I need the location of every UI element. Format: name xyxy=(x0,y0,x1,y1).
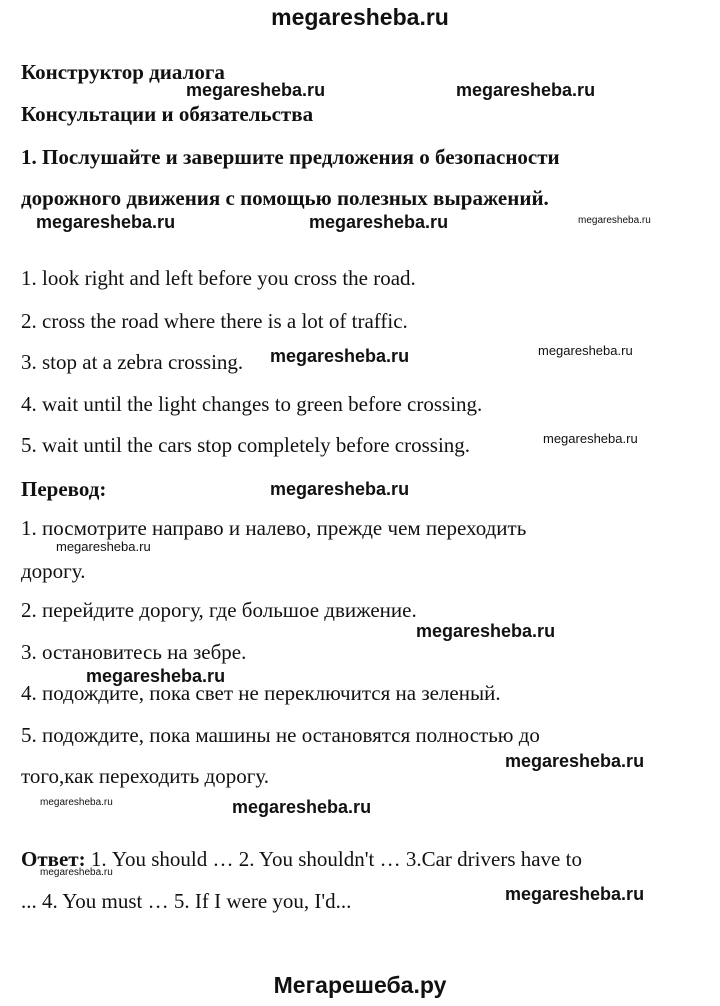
watermark: megaresheba.ru xyxy=(186,80,326,100)
watermark: megaresheba.ru xyxy=(456,80,596,100)
task-line-1: 1. Послушайте и завершите предложения о безопасности xyxy=(21,145,560,169)
answer-line-2: ... 4. You must … 5. If I were you, I'd... xyxy=(21,889,352,913)
watermark: megaresheba.ru xyxy=(86,666,226,686)
sentence-5: 5. wait until the cars stop completely before crossing. xyxy=(21,433,471,457)
answer-text-1: 1. You should … 2. You shouldn't … 3.Car drivers have to xyxy=(85,847,582,871)
task-line-2: дорожного движения с помощью полезных выражений. xyxy=(21,186,549,210)
watermark: megaresheba.ru xyxy=(40,797,113,808)
answer-label: Ответ: xyxy=(21,847,86,871)
site-footer: Мегарешеба.ру xyxy=(273,972,447,998)
sentence-1: 1. look right and left before you cross the road. xyxy=(21,266,416,290)
watermark: megaresheba.ru xyxy=(270,346,410,366)
sentence-4: 4. wait until the light changes to green before crossing. xyxy=(21,392,483,416)
translation-label: Перевод: xyxy=(21,477,107,501)
watermark: megaresheba.ru xyxy=(416,621,556,641)
watermark: megaresheba.ru xyxy=(578,215,651,226)
translation-line-7: того,как переходить дорогу. xyxy=(21,764,269,788)
watermark: megaresheba.ru xyxy=(309,212,449,232)
section-subtitle: Консультации и обязательства xyxy=(21,102,314,126)
watermark: megaresheba.ru xyxy=(270,479,410,499)
translation-line-2: дорогу. xyxy=(21,559,86,583)
watermark: megaresheba.ru xyxy=(232,797,372,817)
watermark: megaresheba.ru xyxy=(505,884,645,904)
translation-line-3: 2. перейдите дорогу, где большое движение. xyxy=(21,598,417,622)
translation-line-1: 1. посмотрите направо и налево, прежде чем переходить xyxy=(21,516,527,540)
sentence-3: 3. stop at a zebra crossing. xyxy=(21,350,244,374)
section-title: Конструктор диалога xyxy=(21,60,225,84)
watermark: megaresheba.ru xyxy=(538,343,633,358)
watermark: megaresheba.ru xyxy=(56,539,151,554)
watermark: megaresheba.ru xyxy=(505,751,645,771)
watermark: megaresheba.ru xyxy=(40,867,113,878)
translation-line-6: 5. подождите, пока машины не остановятся полностью до xyxy=(21,723,540,747)
site-header: megaresheba.ru xyxy=(271,4,449,30)
watermark: megaresheba.ru xyxy=(36,212,176,232)
sentence-2: 2. cross the road where there is a lot of traffic. xyxy=(21,309,408,333)
translation-line-4: 3. остановитесь на зебре. xyxy=(21,640,247,664)
translation-line-5: 4. подождите, пока свет не переключится на зеленый. xyxy=(21,681,501,705)
watermark: megaresheba.ru xyxy=(543,431,638,446)
